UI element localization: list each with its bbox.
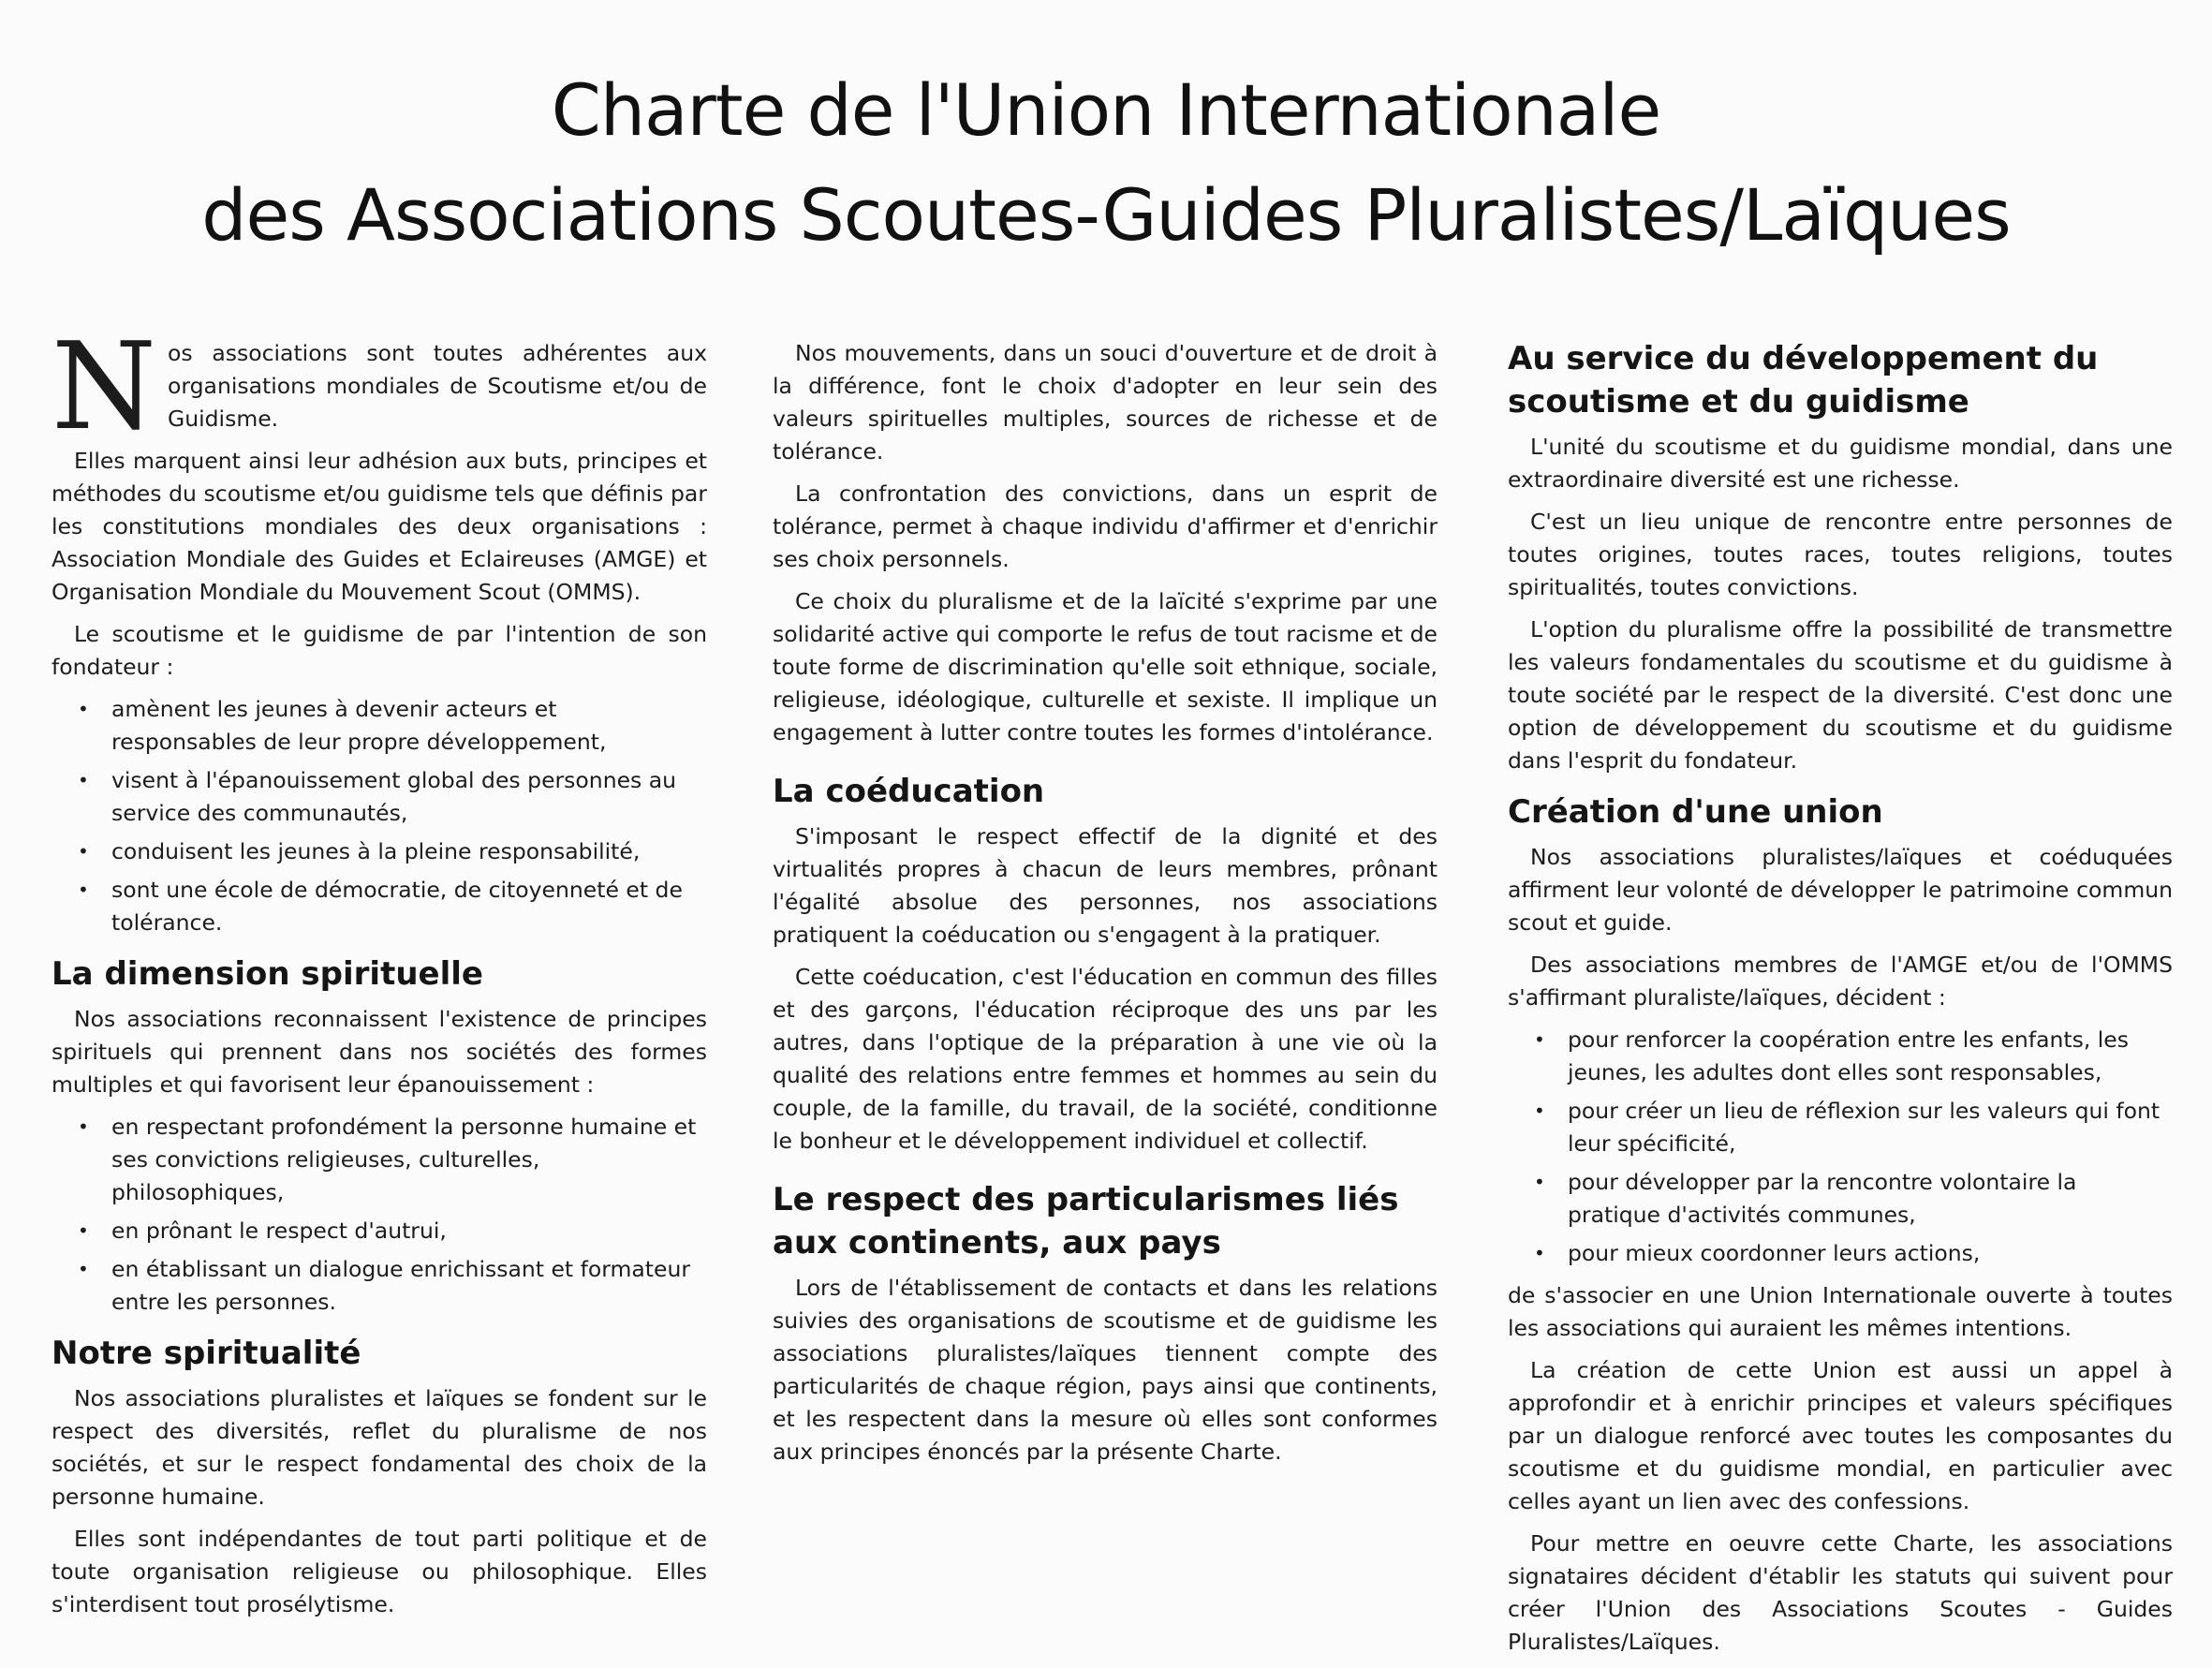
paragraph: C'est un lieu unique de rencontre entre personnes de toutes origines, toutes races, toutes religions, toutes spiritualités, toutes convictions. [1508, 509, 2173, 600]
bullet-list [52, 693, 707, 939]
list-item: • pour créer un lieu de réflexion sur les valeurs qui font leur spécificité, [1568, 1095, 2173, 1160]
intro-paragraph [52, 317, 707, 457]
heading-notre-spiritualite: Notre spiritualité [52, 1335, 361, 1372]
list-item: • en prônant le respect d'autrui, [111, 1215, 707, 1247]
bullet-list [1508, 1024, 2173, 1270]
column-middle [773, 337, 1438, 1478]
list-item: • sont une école de démocratie, de citoyenneté et de tolérance. [111, 874, 707, 939]
heading-dimension-spirituelle: La dimension spirituelle [52, 955, 483, 993]
bullet-list [52, 1111, 707, 1319]
paragraph: Elles sont indépendantes de tout parti politique et de toute organisation religieuse ou philosophique. Elles s'interdisent tout prosélytisme. [52, 1526, 707, 1617]
paragraph: de s'associer en une Union Internationale ouverte à toutes les associations qui auraient les mêmes intentions. [1508, 1282, 2173, 1341]
list-item: • visent à l'épanouissement global des personnes au service des communautés, [111, 764, 707, 830]
page-title [0, 58, 2212, 268]
title-line-1: Charte de l'Union Internationale [551, 68, 1661, 152]
paragraph: Nos associations reconnaissent l'existence de principes spirituels qui prennent dans nos sociétés des formes multiples et qui favorisent leur épanouissement : [52, 1006, 707, 1098]
list-item: • pour mieux coordonner leurs actions, [1568, 1237, 2173, 1270]
paragraph: La création de cette Union est aussi un appel à approfondir et à enrichir principes et valeurs spécifiques par un dialogue renforcé avec toutes les composantes du scoutisme et du guidisme mondial, en particulier avec celles ayant un lien avec des confessions. [1508, 1357, 2173, 1514]
list-item: • pour renforcer la coopération entre les enfants, les jeunes, les adultes dont elles sont responsables, [1568, 1024, 2173, 1089]
paragraph: L'unité du scoutisme et du guidisme mondial, dans une extraordinaire diversité est une richesse. [1508, 434, 2173, 493]
paragraph: Cette coéducation, c'est l'éducation en commun des filles et des garçons, l'éducation réciproque des uns par les autres, dans l'optique de la préparation à une vie où la qualité des relations entre femmes et hommes au sein du couple, de la famille, du travail, de la société, conditionne le bonheur et le développement individuel et collectif. [773, 964, 1438, 1154]
paragraph: Lors de l'établissement de contacts et dans les relations suivies des organisations de scoutisme et de guidisme les associations pluralistes/laïques tiennent compte des particularités de chaque région, pays ainsi que continents, et les respectent dans la mesure où elles sont conformes aux principes énoncés par la présente Charte. [773, 1275, 1438, 1465]
paragraph: Nos associations pluralistes/laïques et coéduquées affirment leur volonté de développer le patrimoine commun scout et guide. [1508, 844, 2173, 936]
list-item: • en établissant un dialogue enrichissant et formateur entre les personnes. [111, 1253, 707, 1319]
paragraph: Nos associations pluralistes et laïques se fondent sur le respect des diversités, reflet du pluralisme de nos sociétés, et sur le respect fondamental des choix de la personne humaine. [52, 1385, 707, 1510]
list-item: • amènent les jeunes à devenir acteurs et responsables de leur propre développement, [111, 693, 707, 759]
paragraph: Ce choix du pluralisme et de la laïcité s'exprime par une solidarité active qui comporte le refus de tout racisme et de toute forme de discrimination qu'elle soit ethnique, sociale, religieuse, idéologique, culturelle et sexiste. Il implique un engagement à lutter contre toutes les formes d'intolérance. [773, 588, 1438, 745]
column-right [1508, 337, 2173, 1668]
paragraph: Elles marquent ainsi leur adhésion aux buts, principes et méthodes du scoutisme et/ou guidisme tels que définis par les constitutions mondiales des deux organisations : Association Mondiale des Guides et Eclaireuses (AMGE) et Organisation Mondiale du Mouvement Scout (OMMS). [52, 448, 707, 605]
heading-coeducation: La coéducation [773, 773, 1045, 810]
intro-text: os associations sont toutes adhérentes aux organisations mondiales de Scoutisme et/ou de Guidisme. [168, 340, 707, 432]
paragraph: S'imposant le respect effectif de la dignité et des virtualités propres à chacun de leurs membres, prônant l'égalité absolue des personnes, nos associations pratiquent la coéducation ou s'engagent à la pratiquer. [773, 823, 1438, 948]
heading-creation-union: Création d'une union [1508, 793, 1883, 831]
paragraph: L'option du pluralisme offre la possibilité de transmettre les valeurs fondamentales du scoutisme et du guidisme à toute société par le respect de la diversité. C'est donc une option de développement du scoutisme et du guidisme dans l'esprit du fondateur. [1508, 616, 2173, 774]
list-item: • en respectant profondément la personne humaine et ses convictions religieuses, culturelles, philosophiques, [111, 1111, 707, 1209]
paragraph: Le scoutisme et le guidisme de par l'intention de son fondateur : [52, 621, 707, 680]
column-left [52, 317, 707, 1631]
paragraph: Des associations membres de l'AMGE et/ou de l'OMMS s'affirmant pluraliste/laïques, décident : [1508, 952, 2173, 1011]
paragraph: La confrontation des convictions, dans un esprit de tolérance, permet à chaque individu d'affirmer et d'enrichir ses choix personnels. [773, 480, 1438, 572]
heading-au-service: Au service du développement du scoutisme et du guidisme [1508, 340, 2099, 421]
paragraph: Pour mettre en oeuvre cette Charte, les associations signataires décident d'établir les statuts qui suivent pour créer l'Union des Associations Scoutes - Guides Pluralistes/Laïques. [1508, 1530, 2173, 1655]
list-item: • pour développer par la rencontre volontaire la pratique d'activités communes, [1568, 1166, 2173, 1232]
list-item: • conduisent les jeunes à la pleine responsabilité, [111, 835, 707, 868]
heading-respect-particularismes: Le respect des particularismes liés aux continents, aux pays [773, 1181, 1399, 1262]
paragraph: Nos mouvements, dans un souci d'ouverture et de droit à la différence, font le choix d'adopter en leur sein des valeurs spirituelles multiples, sources de richesse et de tolérance. [773, 340, 1438, 465]
drop-cap: N [52, 317, 156, 457]
title-line-2: des Associations Scoutes-Guides Pluralistes/Laïques [201, 173, 2011, 257]
